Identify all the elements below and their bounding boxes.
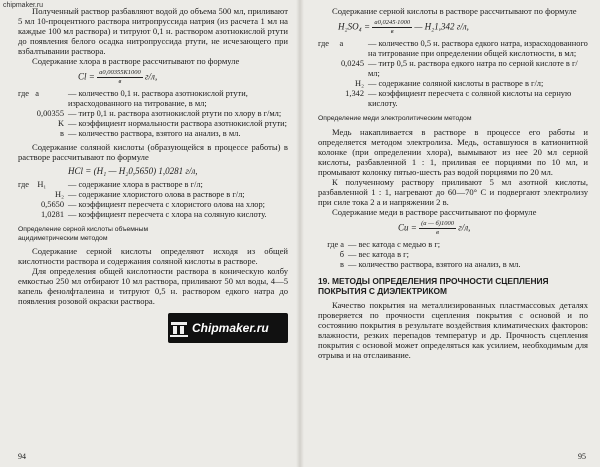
formula-chlorine-numerator: a0,00355K1000	[99, 69, 141, 76]
left-page-number: 94	[18, 452, 26, 461]
right-paragraph-5: Качество покрытия на металлизированных пластмассовых деталях проверяется по прочности сцепления покрытия с основой и по состоянию покрытия в результате воздействия климатических факторов: влажности, резких перепадов температур и др. Прочность сцепления покрытия с основой может определяться как усилием, необходимым для отрыва и на отслаивание.	[318, 299, 588, 360]
definition-row	[318, 89, 588, 109]
definition-row	[18, 129, 288, 139]
definition-text: — коэффициент пересчета с хлора на соляную кислоту.	[68, 210, 267, 219]
formula-chlorine-lhs: Cl =	[78, 71, 95, 82]
definition-key: где a	[327, 239, 344, 249]
definition-text: — содержание хлористого олова в растворе в г/л;	[68, 190, 245, 199]
formula-sulfuric	[338, 19, 588, 36]
definition-text: — количество раствора, взятого на анализ, в мл.	[348, 259, 521, 269]
left-subheading: Определение серной кислоты объемным ацидиметрическим методом	[18, 226, 149, 242]
where-label: где	[18, 89, 29, 98]
definition-text: — вес катода в г;	[348, 249, 409, 259]
left-paragraph-1: Полученный раствор разбавляют водой до объема 500 мл, приливают 5 мл 10-процентного раствора нитропруссида натрия (из расчета 1 мл на каждые 100 мл раствора) и титруют 0,1 н. раствором азотнокислой ртути до появления белого осадка нитропруссида ртути, не исчезающего при взбалтывании раствора.	[18, 6, 288, 56]
formula-copper-denominator: в	[436, 228, 439, 236]
definition-text: — вес катода с медью в г;	[348, 239, 441, 249]
definition-text: — коэффициент пересчета с соляной кислоты на серную кислоту.	[368, 89, 572, 108]
left-paragraph-3: Содержание соляной кислоты (образующейся в процессе работы) в растворе рассчитывают по формуле	[18, 142, 288, 162]
definition-text: — количество раствора, взятого на анализ, в мл.	[68, 129, 241, 138]
formula-chlorine-fraction	[97, 69, 143, 86]
definitions-copper	[318, 240, 588, 270]
definition-text: — коэффициент пересчета с хлористого олова на хлор;	[68, 200, 265, 209]
right-page	[300, 0, 600, 467]
definition-key	[18, 180, 68, 190]
definition-row	[18, 89, 288, 109]
definition-row	[318, 39, 588, 59]
formula-chlorine	[78, 69, 288, 86]
formula-copper-numerator: (a — б)1000	[421, 219, 454, 227]
definitions-sulfuric	[318, 39, 588, 109]
left-paragraph-2: Содержание хлора в растворе рассчитывают по формуле	[32, 56, 240, 66]
formula-chlorine-unit: г/л,	[145, 71, 158, 82]
formula-hcl: HCl = (H₁ — H₂0,5650) 1,0281 г/л,	[68, 166, 198, 176]
formula-chlorine-denominator: в	[118, 78, 122, 85]
definition-key	[18, 89, 68, 109]
formula-sulfuric-tail: — H₂1,342 г/л,	[414, 21, 469, 32]
formula-copper-lhs: Cu =	[398, 222, 417, 233]
logo-text: Chipmaker.ru	[192, 321, 269, 335]
definition-row	[318, 250, 588, 260]
definition-row	[318, 240, 588, 250]
definition-key	[318, 39, 368, 59]
formula-sulfuric-denominator: в	[390, 28, 394, 35]
definition-key: 0,0245	[340, 59, 364, 68]
formula-sulfuric-numerator: a0,0245·1000	[374, 19, 411, 26]
definition-key: H₂	[355, 79, 364, 88]
definitions-hcl	[18, 180, 288, 220]
left-paragraph-5: Для определения общей кислотности раствора в коническую колбу емкостью 250 мл отбирают 10 мл раствора, приливают 50 мл воды, 4—5 капель фенолфталеина и титруют 0,5 н. раствором едкого натра до появления розовой окраски раствора.	[18, 266, 288, 306]
definition-key: 0,5650	[40, 200, 64, 209]
left-paragraph-4: Содержание серной кислоты определяют исходя из общей кислотности раствора и содержания соляной кислоты в растворе.	[18, 246, 288, 266]
formula-copper	[398, 220, 588, 237]
definition-text: — количество 0,1 н. раствора азотнокислой ртути, израсходованного на титрование, в мл;	[68, 89, 248, 108]
definition-row	[18, 109, 288, 119]
definition-text: — содержание соляной кислоты в растворе в г/л;	[368, 79, 544, 88]
definition-text: — титр 0,1 н. раствора азотнокислой ртути по хлору в г/мл;	[68, 109, 282, 118]
definition-key: в	[340, 259, 344, 269]
definition-symbol: H₁	[37, 180, 47, 189]
definition-row	[18, 210, 288, 220]
lathe-icon	[168, 313, 190, 343]
definition-row	[18, 119, 288, 129]
definition-row	[18, 190, 288, 200]
definition-key: в	[60, 129, 64, 138]
definition-row	[18, 200, 288, 210]
definition-key: 1,342	[345, 89, 364, 98]
section-heading: 19. МЕТОДЫ ОПРЕДЕЛЕНИЯ ПРОЧНОСТИ СЦЕПЛЕНИЯ ПОКРЫТИЯ С ДИЭЛЕКТРИКОМ	[318, 275, 549, 296]
right-subheading: Определение меди электролитическим методом	[318, 115, 472, 122]
definition-row	[18, 180, 288, 190]
formula-sulfuric-lhs: H₂SO₄ =	[338, 21, 371, 32]
where-label: где	[18, 180, 29, 189]
formula-sulfuric-fraction	[372, 19, 412, 36]
definition-text: — титр 0,5 н. раствора едкого натра по серной кислоте в г/мл;	[368, 59, 578, 78]
right-page-number: 95	[578, 452, 586, 461]
where-label: где	[318, 39, 329, 48]
definition-row	[318, 260, 588, 270]
definition-text: — коэффициент нормальности раствора азотнокислой ртути;	[68, 119, 287, 128]
definition-row	[318, 59, 588, 79]
right-paragraph-1: Содержание серной кислоты в растворе рассчитывают по формуле	[332, 6, 577, 16]
definition-text: — содержание хлора в растворе в г/л;	[68, 180, 203, 189]
definition-text: — количество 0,5 н. раствора едкого натра, израсходованного на титрование при определении общей кислотности, в мл;	[368, 39, 588, 58]
definition-symbol: a	[339, 39, 344, 48]
definition-key: 0,00355	[36, 109, 64, 118]
right-paragraph-3: К полученному раствору приливают 5 мл азотной кислоты, разбавленной 1 : 1, нагревают до 60—70° С и подвергают электролизу при силе тока 2 а и напряжении 2 в.	[318, 176, 588, 207]
definition-key: б	[339, 249, 344, 259]
formula-copper-unit: г/л,	[458, 222, 471, 233]
definitions-chlorine	[18, 89, 288, 139]
chipmaker-logo	[168, 313, 288, 343]
definition-key: H₂	[55, 190, 64, 199]
formula-copper-fraction	[419, 220, 456, 237]
definition-symbol: a	[35, 89, 39, 98]
right-paragraph-2: Медь накапливается в растворе в процессе его работы и определяется методом электролиза. Медь, оставшуюся в катионитной колонке (при определении хлора), вымывают из нее 20 мл серной кислоты, разбавленной 1 : 1, приливая ее порциями по 10 мл, и промывают колонку пятью-шесть раз водой порциями по 20 мл.	[318, 126, 588, 177]
definition-key: 1,0281	[40, 210, 64, 219]
definition-row	[318, 79, 588, 89]
definition-key: K	[57, 119, 64, 128]
watermark-url: chipmaker.ru	[3, 2, 44, 9]
right-paragraph-4: Содержание меди в растворе рассчитывают по формуле	[332, 206, 537, 217]
